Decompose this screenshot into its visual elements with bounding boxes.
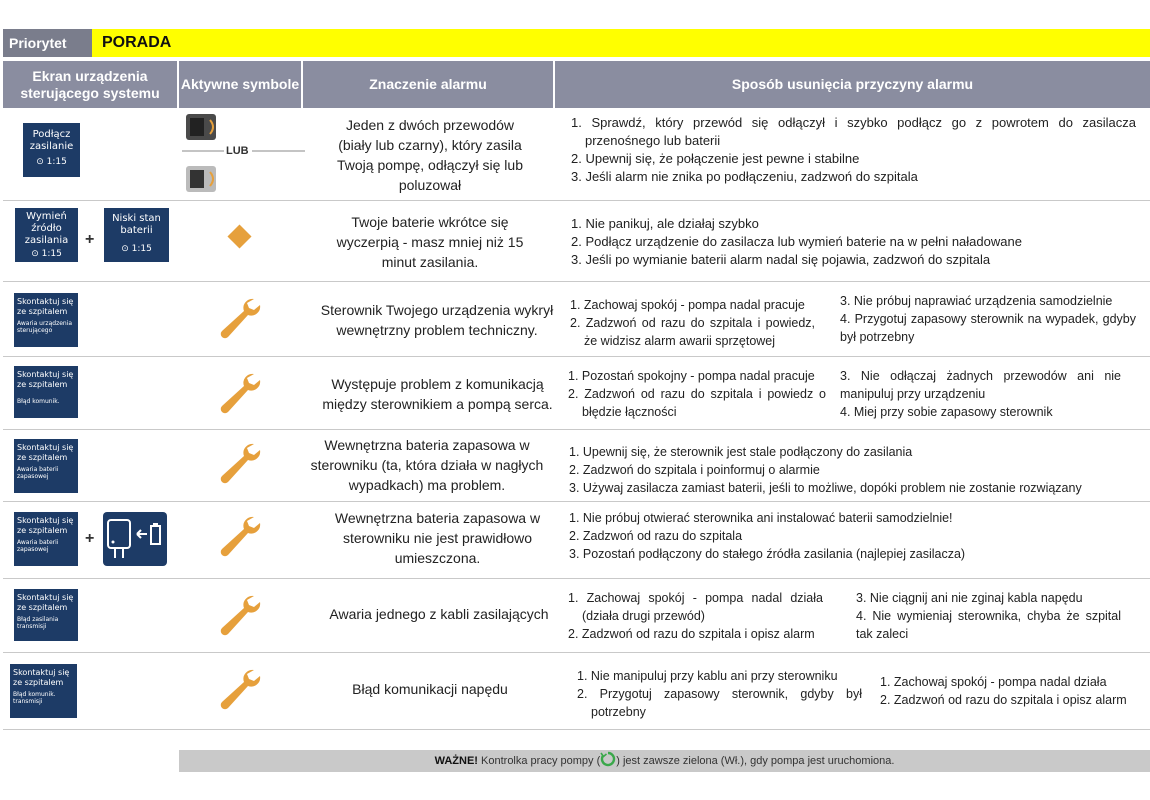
or-label: LUB: [226, 145, 249, 157]
controller-screen: [14, 512, 78, 566]
header-screen: Ekran urządzenia sterującego systemu: [3, 61, 177, 108]
screen-subtext: Awaria baterii zapasowej: [17, 466, 59, 480]
row-divider: [3, 356, 1150, 357]
screen-line: Skontaktuj się: [17, 516, 74, 525]
step: 1. Zachowaj spokój - pompa nadal pracuje: [570, 298, 805, 312]
step: 1. Zachowaj spokój - pompa nadal działa (działa drugi przewód): [568, 591, 823, 623]
screen-subtext: Błąd zasilania transmisji: [17, 616, 59, 630]
screen-line: Skontaktuj się: [13, 668, 70, 677]
step: 3. Nie ciągnij ani nie zginaj kabla napędu: [856, 591, 1083, 605]
step: 2. Podłącz urządzenie do zasilacza lub wymień baterie na w pełni naładowane: [571, 234, 1022, 249]
step: 1. Sprawdź, który przewód się odłączył i szybko podłącz go z powrotem do zasilacza przenośnego lub baterii: [571, 115, 1136, 148]
pump-status-icon: [600, 751, 616, 767]
remedy-steps-left: [577, 667, 862, 721]
step: 3. Nie próbuj naprawiać urządzenia samodzielnie: [840, 294, 1113, 308]
wrench-icon: [214, 370, 262, 418]
step: 2. Upewnij się, że połączenie jest pewne i stabilne: [571, 151, 860, 166]
remedy-steps-right: [840, 367, 1121, 421]
remedy-steps-right: [840, 292, 1136, 346]
screen-line: Skontaktuj się: [17, 443, 74, 452]
step: 4. Przygotuj zapasowy sterownik na wypadek, gdyby był potrzebny: [840, 312, 1136, 344]
step: 2. Zadzwoń od razu do szpitala i opisz alarm: [568, 627, 815, 641]
priority-value: PORADA: [102, 34, 172, 51]
screen-line: ze szpitalem: [17, 603, 68, 612]
alarm-meaning: Jeden z dwóch przewodów (biały lub czarny), który zasila Twoją pompę, odłączył się lub poluzował: [337, 117, 523, 193]
note-text-before: Kontrolka pracy pompy (: [477, 755, 601, 767]
controller-screen: [14, 366, 78, 418]
step: 3. Pozostań podłączony do stałego źródła zasilania (najlepiej zasilacza): [569, 547, 966, 561]
battery-compartment-icon: [103, 512, 167, 566]
screen-line: ze szpitalem: [17, 380, 68, 389]
wrench-icon: [214, 592, 262, 640]
step: 2. Zadzwoń do szpitala i poinformuj o alarmie: [569, 463, 820, 477]
note-text-after: ) jest zawsze zielona (Wł.), gdy pompa jest uruchomiona.: [616, 755, 895, 767]
row-divider: [3, 429, 1150, 430]
screen-timer: ⊙ 1:15: [36, 157, 67, 167]
alarm-meaning: Wewnętrzna bateria zapasowa w sterowniku (ta, która działa w nagłych wypadkach) ma problem.: [310, 437, 544, 493]
screen-subtext: Awaria urządzenia sterującego: [17, 320, 73, 334]
row-divider: [3, 200, 1150, 201]
screen-line: ze szpitalem: [13, 678, 64, 687]
alarm-meaning: Sterownik Twojego urządzenia wykrył wewnętrzny problem techniczny.: [320, 302, 554, 338]
diamond-warning-icon: [227, 224, 251, 248]
remedy-steps: [571, 215, 1136, 269]
step: 2. Zadzwoń od razu do szpitala i powiedz o błędzie łączności: [568, 387, 826, 419]
screen-line: Podłącz: [32, 129, 71, 140]
step: 3. Jeśli po wymianie baterii alarm nadal się pojawia, zadzwoń do szpitala: [571, 252, 991, 267]
screen-subtext: Awaria baterii zapasowej: [17, 539, 59, 553]
row-divider: [3, 729, 1150, 730]
step: 3. Jeśli alarm nie znika po podłączeniu, zadzwoń do szpitala: [571, 169, 918, 184]
controller-screen: [15, 208, 78, 262]
step: 4. Miej przy sobie zapasowy sterownik: [840, 405, 1053, 419]
step: 1. Pozostań spokojny - pompa nadal pracuje: [568, 369, 815, 383]
screen-line: zasilania: [24, 235, 69, 246]
step: 2. Zadzwoń od razu do szpitala i powiedz, że widzisz alarm awarii sprzętowej: [570, 316, 815, 348]
screen-line: ze szpitalem: [17, 307, 68, 316]
wrench-icon: [214, 666, 262, 714]
wrench-icon: [214, 295, 262, 343]
controller-screen: [23, 123, 80, 177]
screen-line: Skontaktuj się: [17, 297, 74, 306]
step: 3. Używaj zasilacza zamiast baterii, jeśli to możliwe, dopóki problem nie zostanie rozwiązany: [569, 481, 1082, 495]
screen-timer: ⊙ 1:15: [121, 244, 152, 254]
controller-screen: [10, 664, 77, 718]
important-note: [179, 750, 1150, 772]
controller-screen: [104, 208, 169, 262]
row-divider: [3, 652, 1150, 653]
alarm-meaning: Występuje problem z komunikacją między sterownikiem a pompą serca.: [322, 376, 553, 412]
wrench-icon: [214, 440, 262, 488]
screen-line: ze szpitalem: [17, 526, 68, 535]
remedy-steps: [569, 443, 1139, 497]
screen-subtext: Błąd komunik. transmisji: [13, 691, 56, 705]
step: 1. Zachowaj spokój - pompa nadal działa: [880, 675, 1107, 689]
alarm-meaning: Wewnętrzna bateria zapasowa w sterowniku nie jest prawidłowo umieszczona.: [334, 510, 541, 566]
screen-line: baterii: [120, 225, 153, 236]
priority-label: Priorytet: [3, 29, 92, 57]
priority-bar: [3, 29, 1150, 57]
alarm-meaning: Błąd komunikacji napędu: [352, 681, 508, 697]
note-bold: WAŻNE!: [434, 755, 478, 767]
step: 3. Nie odłączaj żadnych przewodów ani nie manipuluj przy urządzeniu: [840, 369, 1121, 401]
remedy-steps-right: [856, 589, 1121, 643]
remedy-steps: [571, 114, 1136, 186]
remedy-steps-left: [568, 367, 826, 421]
alarm-meaning: Awaria jednego z kabli zasilających: [329, 606, 549, 622]
header-meaning: Znaczenie alarmu: [303, 61, 553, 108]
screen-subtext: Błąd komunik.: [17, 398, 60, 405]
step: 2. Przygotuj zapasowy sterownik, gdyby był potrzebny: [577, 687, 862, 719]
wrench-icon: [214, 513, 262, 561]
step: 1. Upewnij się, że sterownik jest stale podłączony do zasilania: [569, 445, 913, 459]
plus-sign: +: [85, 530, 95, 547]
screen-line: Skontaktuj się: [17, 593, 74, 602]
screen-line: ze szpitalem: [17, 453, 68, 462]
controller-screen: [14, 439, 78, 493]
remedy-steps-left: [568, 589, 823, 643]
remedy-steps-left: [570, 296, 815, 350]
screen-line: Niski stan: [112, 213, 161, 224]
controller-screen: [14, 293, 78, 347]
step: 1. Nie manipuluj przy kablu ani przy sterowniku: [577, 669, 838, 683]
screen-line: Skontaktuj się: [17, 370, 74, 379]
remedy-steps: [569, 509, 1139, 563]
screen-line: zasilanie: [29, 141, 74, 152]
header-symbols: Aktywne symbole: [179, 61, 301, 108]
screen-line: Wymień: [26, 211, 67, 222]
row-divider: [3, 501, 1150, 502]
step: 1. Nie panikuj, ale działaj szybko: [571, 216, 759, 231]
plus-sign: +: [85, 231, 95, 248]
alarm-meaning: Twoje baterie wkrótce się wyczerpią - masz mniej niż 15 minut zasilania.: [336, 214, 524, 270]
remedy-steps-right: [880, 673, 1142, 709]
screen-line: źródło: [31, 223, 62, 234]
step: 2. Zadzwoń od razu do szpitala i opisz alarm: [880, 693, 1127, 707]
step: 2. Zadzwoń od razu do szpitala: [569, 529, 743, 543]
row-divider: [3, 578, 1150, 579]
step: 4. Nie wymieniaj sterownika, chyba że szpital tak zaleci: [856, 609, 1121, 641]
screen-timer: ⊙ 1:15: [31, 249, 62, 259]
step: 1. Nie próbuj otwierać sterownika ani instalować baterii samodzielnie!: [569, 511, 953, 525]
row-divider: [3, 281, 1150, 282]
header-remedy: Sposób usunięcia przyczyny alarmu: [555, 61, 1150, 108]
controller-screen: [14, 589, 78, 641]
